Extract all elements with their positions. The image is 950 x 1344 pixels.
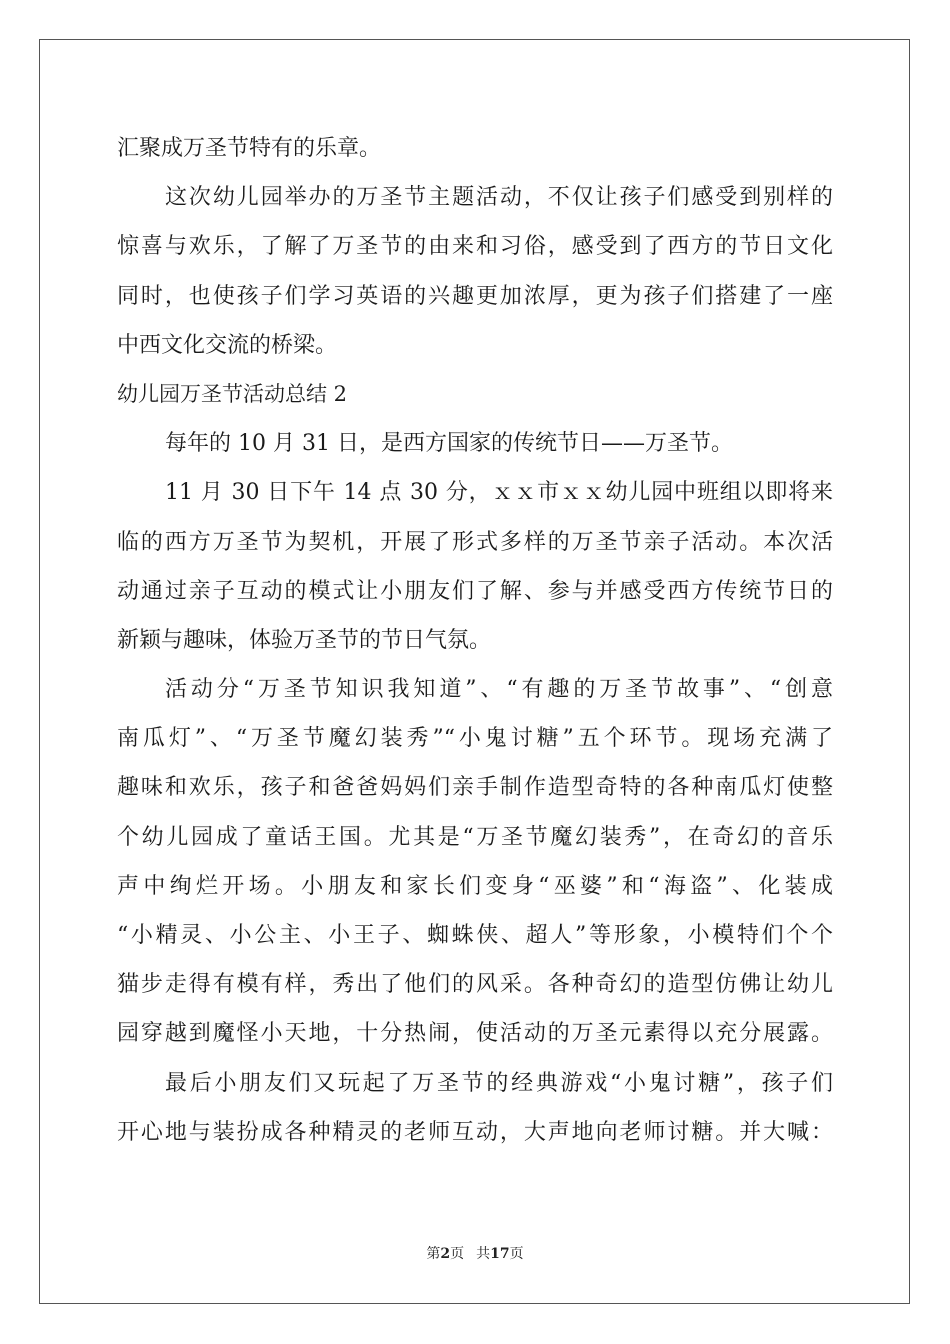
text-line: 猫步走得有模有样，秀出了他们的风采。各种奇幻的造型仿佛让幼儿 [117, 972, 833, 998]
text-line: 园穿越到魔怪小天地，十分热闹，使活动的万圣元素得以充分展露。 [117, 1021, 833, 1047]
document-body [117, 124, 833, 1157]
text-line: 这次幼儿园举办的万圣节主题活动，不仅让孩子们感受到别样的 [165, 185, 833, 211]
page-number: 2 [440, 1246, 451, 1262]
text-line: 开心地与装扮成各种精灵的老师互动，大声地向老师讨糖。并大喊： [117, 1119, 833, 1145]
text-line: 活动分“万圣节知识我知道”、“有趣的万圣节故事”、“创意 [165, 677, 833, 703]
text-line: 动通过亲子互动的模式让小朋友们了解、参与并感受西方传统节日的 [117, 578, 833, 604]
text-line: 南瓜灯”、“万圣节魔幻装秀”“小鬼讨糖”五个环节。现场充满了 [117, 726, 833, 752]
page-prefix: 第 [426, 1246, 441, 1262]
text-line: 同时，也使孩子们学习英语的兴趣更加浓厚，更为孩子们搭建了一座 [117, 283, 833, 309]
total-pages: 17 [490, 1246, 510, 1262]
text-line: 声中绚烂开场。小朋友和家长们变身“巫婆”和“海盗”、化装成 [117, 873, 833, 899]
text-line: 汇聚成万圣节特有的乐章。 [117, 136, 382, 161]
text-line: 个幼儿园成了童话王国。尤其是“万圣节魔幻装秀”，在奇幻的音乐 [117, 824, 833, 850]
page-footer [0, 1243, 950, 1263]
page-suffix: 页 [450, 1246, 465, 1262]
total-prefix: 共 [476, 1246, 491, 1262]
text-line: 惊喜与欢乐，了解了万圣节的由来和习俗，感受到了西方的节日文化 [117, 234, 833, 260]
text-line: 每年的 10 月 31 日，是西方国家的传统节日——万圣节。 [165, 431, 733, 457]
section-heading: 幼儿园万圣节活动总结 2 [117, 381, 348, 406]
total-suffix: 页 [509, 1246, 524, 1262]
text-line: 11 月 30 日下午 14 点 30 分，ｘｘ市ｘｘ幼儿园中班组以即将来 [165, 480, 833, 506]
text-line: 最后小朋友们又玩起了万圣节的经典游戏“小鬼讨糖”，孩子们 [165, 1070, 833, 1096]
text-line: 中西文化交流的桥梁。 [117, 332, 338, 358]
text-line: 临的西方万圣节为契机，开展了形式多样的万圣节亲子活动。本次活 [117, 529, 833, 555]
text-line: “小精灵、小公主、小王子、蜘蛛侠、超人”等形象，小模特们个个 [117, 923, 833, 948]
text-line: 趣味和欢乐，孩子和爸爸妈妈们亲手制作造型奇特的各种南瓜灯使整 [117, 775, 833, 801]
text-line: 新颖与趣味，体验万圣节的节日气氛。 [117, 627, 492, 653]
